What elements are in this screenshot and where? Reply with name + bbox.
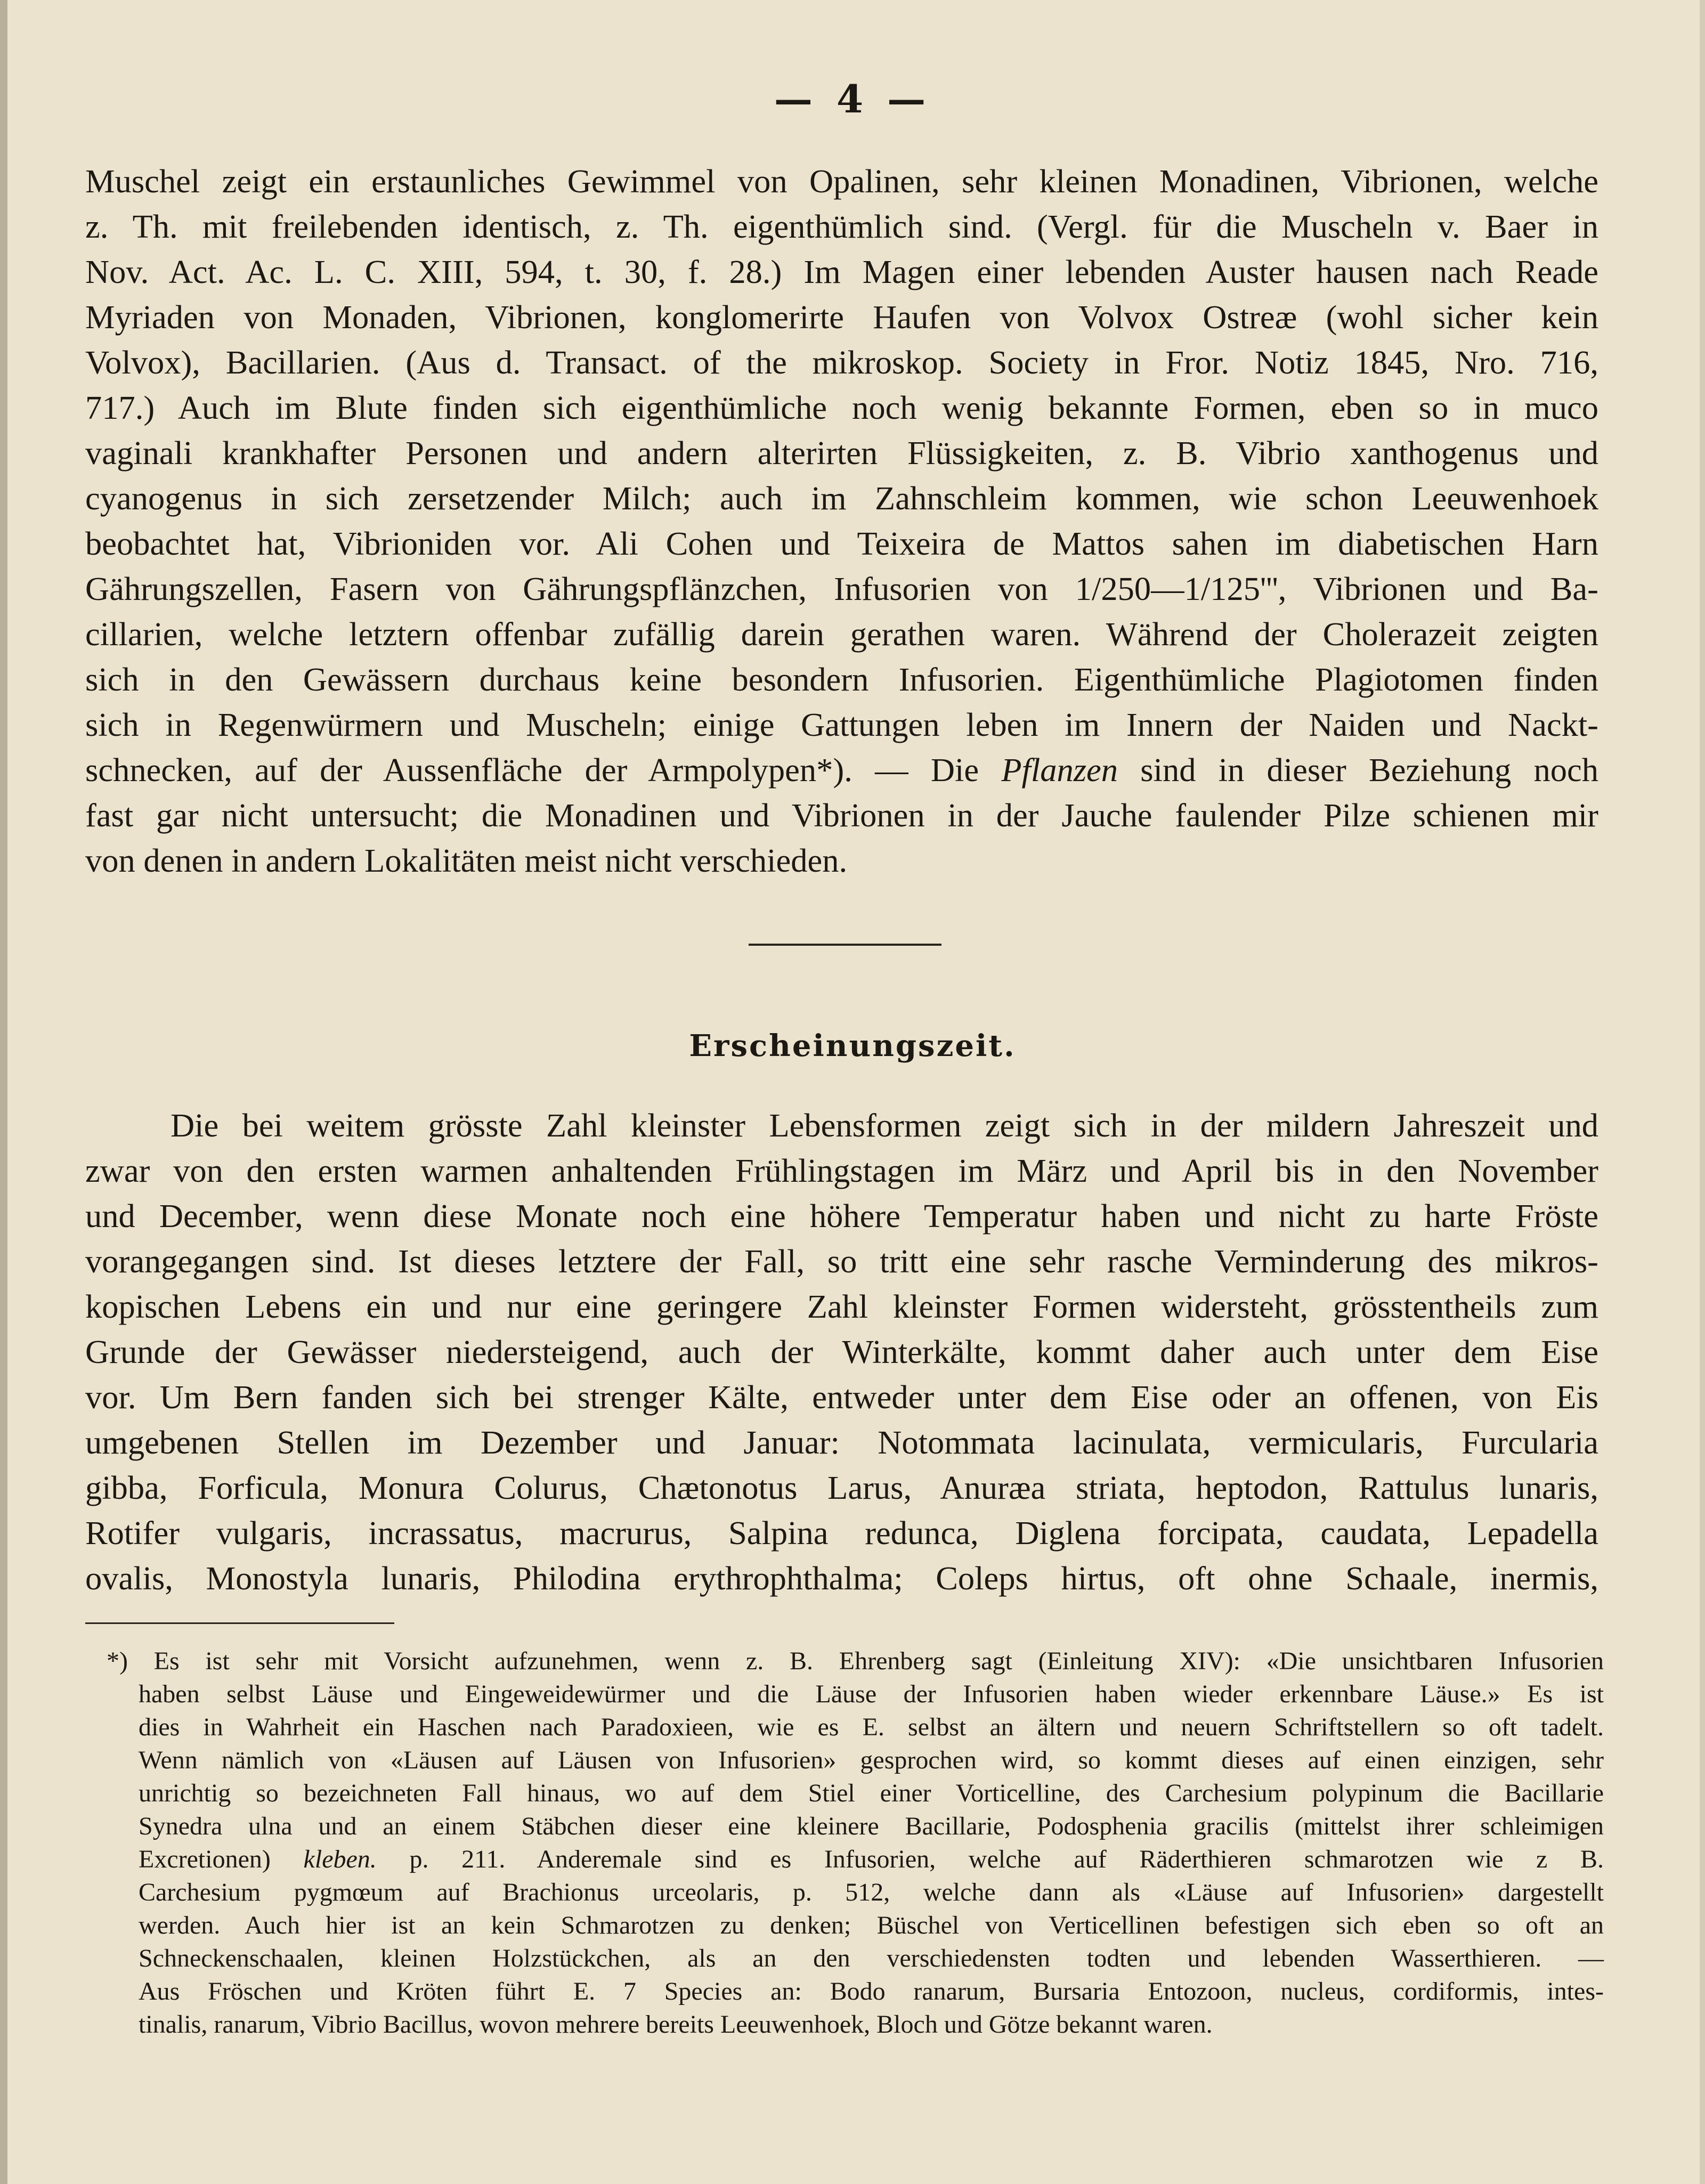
text-line: Die bei weitem grösste Zahl kleinster Lebensformen zeigt sich in der mildern Jahreszeit und (170, 1107, 1598, 1144)
italic-term: Pflanzen (1001, 751, 1118, 789)
footnote-divider (85, 1622, 394, 1624)
text-line: vaginali krankhafter Personen und andern alterirten Flüssigkeiten, z. B. Vibrio xanthogenus und (85, 434, 1598, 472)
text-line: ovalis, Monostyla lunaris, Philodina erythrophthalma; Coleps hirtus, oft ohne Schaale, inermis, (85, 1560, 1598, 1597)
text-line: Gährungszellen, Fasern von Gährungspflänzchen, Infusorien von 1/250—1/125''', Vibrionen und Ba- (85, 570, 1598, 607)
text-line: beobachtet hat, Vibrioniden vor. Ali Cohen und Teixeira de Mattos sahen im diabetischen Harn (85, 525, 1598, 562)
text-line: Grunde der Gewässer niedersteigend, auch der Winterkälte, kommt daher auch unter dem Eise (85, 1333, 1598, 1370)
text-line: vor. Um Bern fanden sich bei strenger Kälte, entweder unter dem Eise oder an offenen, von Eis (85, 1378, 1598, 1416)
text-line: kopischen Lebens ein und nur eine geringere Zahl kleinster Formen widersteht, grösstentheils zum (85, 1288, 1598, 1325)
text-segment: p. 211. Anderemale sind es Infusorien, welche auf Räderthieren schmarotzen wie z B. (409, 1845, 1604, 1873)
paragraph-2 (85, 1103, 1598, 1601)
text-segment: sind in dieser Beziehung noch (1140, 751, 1599, 789)
footnote-line: Schneckenschaalen, kleinen Holzstückchen, als an den verschiedensten todten und lebenden Wasserthieren. — (139, 1944, 1604, 1972)
footnote (107, 1645, 1604, 2041)
section-divider (749, 944, 941, 946)
footnote-line: Carchesium pygmœum auf Brachionus urceolaris, p. 512, welche dann als «Läuse auf Infusorien» dargestellt (139, 1878, 1604, 1906)
footnote-line: haben selbst Läuse und Eingeweidewürmer und die Läuse der Infusorien haben wieder erkennbare Läuse.» Es ist (139, 1680, 1604, 1708)
page-left-edge (0, 0, 7, 2184)
text-line: umgebenen Stellen im Dezember und Januar: Notommata lacinulata, vermicularis, Furcularia (85, 1424, 1598, 1461)
text-line: z. Th. mit freilebenden identisch, z. Th. eigenthümlich sind. (Vergl. für die Muscheln v. Baer in (85, 208, 1598, 245)
section-heading: Erscheinungszeit. (689, 1028, 1016, 1063)
text-line: vorangegangen sind. Ist dieses letztere der Fall, so tritt eine sehr rasche Verminderung des mikros- (85, 1243, 1598, 1280)
text-line: Muschel zeigt ein erstaunliches Gewimmel von Opalinen, sehr kleinen Monadinen, Vibrionen, welche (85, 163, 1598, 200)
text-line: Rotifer vulgaris, incrassatus, macrurus, Salpina redunca, Diglena forcipata, caudata, Lepadella (85, 1514, 1598, 1552)
page-number: — 4 — (774, 76, 931, 121)
footnote-line: *) Es ist sehr mit Vorsicht aufzunehmen, wenn z. B. Ehrenberg sagt (Einleitung XIV): «Die unsichtbaren Infusorien (107, 1647, 1604, 1675)
text-line: fast gar nicht untersucht; die Monadinen und Vibrionen in der Jauche faulender Pilze schienen mir (85, 797, 1598, 834)
page-right-edge (1700, 0, 1705, 2184)
text-segment: schnecken, auf der Aussenfläche der Armpolypen*). — Die (85, 751, 979, 789)
footnote-line: werden. Auch hier ist an kein Schmarotzen zu denken; Büschel von Verticellinen befestigen sich eben so oft an (139, 1911, 1604, 1939)
text-line: gibba, Forficula, Monura Colurus, Chætonotus Larus, Anuræa striata, heptodon, Rattulus lunaris, (85, 1469, 1598, 1506)
italic-term: kleben. (303, 1845, 377, 1873)
footnote-line: Aus Fröschen und Kröten führt E. 7 Species an: Bodo ranarum, Bursaria Entozoon, nucleus, cordiformis, intes- (139, 1977, 1604, 2006)
text-line: sich in Regenwürmern und Muscheln; einige Gattungen leben im Innern der Naiden und Nackt- (85, 706, 1598, 743)
text-line: Volvox), Bacillarien. (Aus d. Transact. of the mikroskop. Society in Fror. Notiz 1845, Nro. 716, (85, 344, 1598, 381)
text-line: Nov. Act. Ac. L. C. XIII, 594, t. 30, f. 28.) Im Magen einer lebenden Auster hausen nach Reade (85, 253, 1598, 290)
footnote-line: unrichtig so bezeichneten Fall hinaus, wo auf dem Stiel einer Vorticelline, des Carchesium polypinum die Bacillarie (139, 1779, 1604, 1807)
text-segment: Excretionen) (139, 1845, 271, 1873)
paragraph-1 (85, 159, 1598, 883)
text-line: cillarien, welche letztern offenbar zufällig darein gerathen waren. Während der Cholerazeit zeigten (85, 615, 1598, 653)
footnote-line: Synedra ulna und an einem Stäbchen dieser eine kleinere Bacillarie, Podosphenia gracilis (mittelst ihrer schleimigen (139, 1812, 1604, 1840)
text-line (85, 748, 1598, 793)
text-line: Myriaden von Monaden, Vibrionen, konglomerirte Haufen von Volvox Ostreæ (wohl sicher kein (85, 298, 1598, 336)
text-line: sich in den Gewässern durchaus keine besondern Infusorien. Eigenthümliche Plagiotomen finden (85, 661, 1598, 698)
footnote-line: tinalis, ranarum, Vibrio Bacillus, wovon mehrere bereits Leeuwenhoek, Bloch und Götze bekannt waren. (139, 2010, 1213, 2039)
text-line: cyanogenus in sich zersetzender Milch; auch im Zahnschleim kommen, wie schon Leeuwenhoek (85, 480, 1598, 517)
footnote-line: dies in Wahrheit ein Haschen nach Paradoxieen, wie es E. selbst an ältern und neuern Schriftstellern so oft tadelt. (139, 1713, 1604, 1741)
footnote-line (112, 1843, 1604, 1876)
text-line: und December, wenn diese Monate noch eine höhere Temperatur haben und nicht zu harte Fröste (85, 1197, 1598, 1235)
text-line: zwar von den ersten warmen anhaltenden Frühlingstagen im März und April bis in den November (85, 1152, 1598, 1189)
footnote-line: Wenn nämlich von «Läusen auf Läusen von Infusorien» gesprochen wird, so kommt dieses auf einen einzigen, sehr (139, 1746, 1604, 1774)
text-line: von denen in andern Lokalitäten meist nicht verschieden. (85, 842, 848, 879)
text-line: 717.) Auch im Blute finden sich eigenthümliche noch wenig bekannte Formen, eben so in muco (85, 389, 1598, 426)
